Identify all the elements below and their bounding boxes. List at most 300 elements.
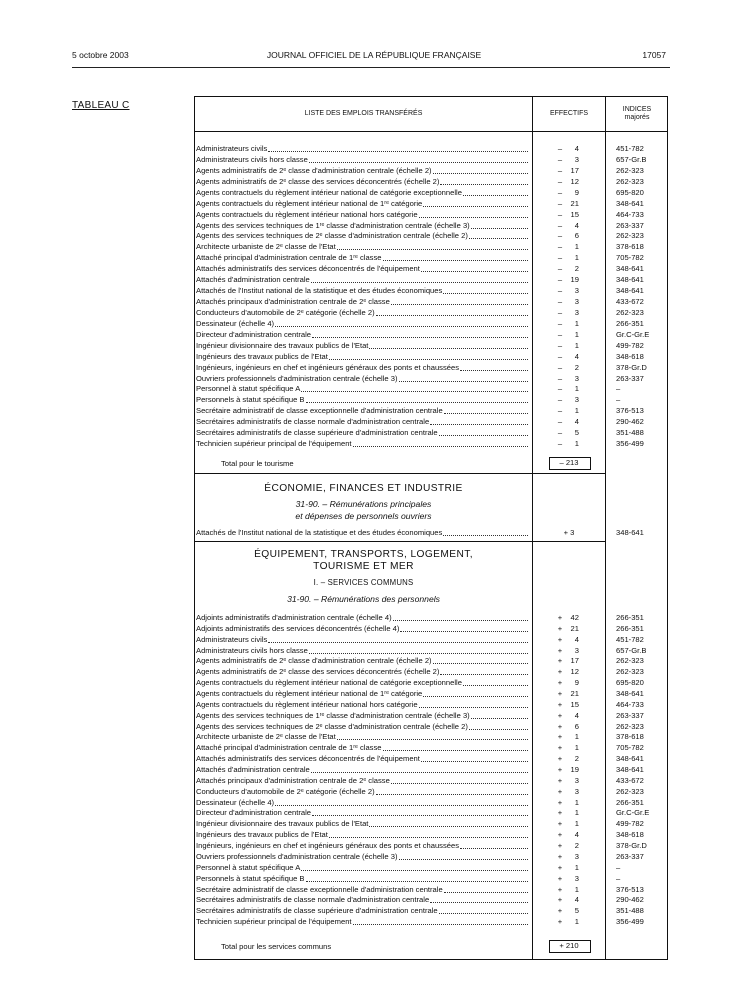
row-effectifs-sign: +	[557, 754, 563, 764]
table-row	[195, 819, 667, 829]
table-row	[195, 439, 667, 449]
table-row	[195, 297, 667, 307]
header-date: 5 octobre 2003	[72, 50, 129, 60]
row-label: Technicien supérieur principal de l'équipement	[196, 439, 352, 449]
row-effectifs-sign: –	[557, 231, 563, 241]
row-effectifs-sign: +	[557, 721, 563, 731]
row-indices: 262-323	[616, 656, 644, 666]
row-indices: 705-782	[616, 253, 644, 263]
table-row	[195, 895, 667, 905]
row-effectifs-count: 19	[570, 765, 579, 775]
table-row	[195, 917, 667, 927]
row-effectifs-count: 4	[574, 417, 579, 427]
chapter-title-text-3: 31-90. – Rémunérations des personnels	[287, 594, 440, 604]
row-effectifs-count: 3	[574, 373, 579, 383]
row-label: Agents contractuels du règlement intérieur national de 1ʳᵉ catégorie	[196, 689, 423, 699]
row-effectifs-count: 2	[574, 754, 579, 764]
section-separator	[195, 473, 605, 474]
row-effectifs-sign: +	[557, 906, 563, 916]
column-header-liste: LISTE DES EMPLOIS TRANSFÉRÉS	[304, 110, 423, 117]
row-effectifs-sign: –	[557, 395, 563, 405]
row-effectifs-sign: +	[557, 873, 563, 883]
row-label: Agents des services techniques de 2ᵉ classe d'administration centrale (échelle 2)	[196, 721, 468, 731]
row-label: Attaché principal d'administration centrale de 1ʳᵉ classe	[196, 253, 382, 263]
section-separator	[195, 541, 605, 542]
row-label: Agents contractuels du règlement intérieur national de catégorie exceptionnelle	[196, 187, 462, 197]
table-row	[195, 384, 667, 394]
chapter-title-line2	[195, 511, 532, 521]
row-effectifs-count: 1	[574, 384, 579, 394]
row-label: Administrateurs civils	[196, 144, 268, 153]
tableau-label: TABLEAU C	[72, 100, 130, 111]
row-indices: 266-351	[616, 623, 644, 633]
row-effectifs-count: 1	[574, 406, 579, 416]
table-row	[195, 830, 667, 840]
row-effectifs-count: 1	[574, 329, 579, 339]
row-indices: 499-782	[616, 340, 644, 350]
row-indices: 695-820	[616, 187, 644, 197]
header-page-number: 17057	[642, 50, 666, 60]
table-row	[195, 667, 667, 677]
row-effectifs-sign: –	[557, 165, 563, 175]
row-label: Directeur d'administration centrale	[196, 329, 311, 339]
row-effectifs-sign: –	[557, 417, 563, 427]
table-row	[195, 144, 667, 154]
row-effectifs-count: 4	[574, 144, 579, 153]
total-tourisme-label: Total pour le tourisme	[221, 459, 294, 468]
row-effectifs-sign: +	[557, 678, 563, 688]
table-row	[195, 798, 667, 808]
row-label: Conducteurs d'automobile de 2ᵉ catégorie (échelle 2)	[196, 786, 375, 796]
row-effectifs-count: 4	[574, 895, 579, 905]
row-indices: 348-618	[616, 830, 644, 840]
row-effectifs-count: 1	[574, 862, 579, 872]
table-row	[195, 374, 667, 384]
row-label: Conducteurs d'automobile de 2ᵉ catégorie (échelle 2)	[196, 307, 375, 317]
total-services-value: + 210	[559, 941, 579, 950]
row-indices: 262-323	[616, 721, 644, 731]
row-effectifs-count: 3	[574, 786, 579, 796]
row-label: Agents administratifs de 2ᵉ classe d'administration centrale (échelle 2)	[196, 656, 432, 666]
table-row	[195, 776, 667, 786]
chapter-title-text-2: et dépenses de personnels ouvriers	[295, 511, 432, 521]
row-effectifs-sign: +	[557, 895, 563, 905]
row-label: Personnels à statut spécifique B	[196, 873, 305, 883]
row-effectifs-sign: +	[557, 710, 563, 720]
row-effectifs-sign: –	[557, 264, 563, 274]
row-effectifs-count: 4	[574, 220, 579, 230]
row-indices: 262-323	[616, 231, 644, 241]
table-row	[195, 743, 667, 753]
row-effectifs-count: 4	[574, 351, 579, 361]
table-row	[195, 264, 667, 274]
row-label: Agents administratifs de 2ᵉ classe des services déconcentrés (échelle 2)	[196, 176, 440, 186]
row-effectifs-count: 5	[574, 428, 579, 438]
row-effectifs-sign: –	[557, 384, 563, 394]
row-label: Attachés principaux d'administration centrale de 2ᵉ classe	[196, 775, 390, 785]
row-effectifs-sign: –	[557, 428, 563, 438]
row-label: Attachés d'administration centrale	[196, 765, 310, 775]
row-effectifs-sign: +	[557, 645, 563, 655]
row-effectifs-sign: +	[557, 775, 563, 785]
table-row	[195, 852, 667, 862]
row-effectifs-sign: –	[557, 209, 563, 219]
row-label: Attachés principaux d'administration centrale de 2ᵉ classe	[196, 297, 390, 307]
table-row	[195, 711, 667, 721]
row-effectifs-count: 6	[574, 231, 579, 241]
table-row	[195, 689, 667, 699]
table-row	[195, 700, 667, 710]
total-services-label: Total pour les services communs	[221, 942, 332, 951]
row-label: Agents des services techniques de 1ʳᵉ classe d'administration centrale (échelle 3)	[196, 710, 470, 720]
row-label: Technicien supérieur principal de l'équipement	[196, 917, 352, 927]
row-label: Attachés administratifs des services déconcentrés de l'équipement	[196, 264, 420, 274]
row-indices: 262-323	[616, 165, 644, 175]
row-indices: 657-Gr.B	[616, 154, 647, 164]
table-row	[195, 646, 667, 656]
row-label: Secrétaire administratif de classe exceptionnelle d'administration centrale	[196, 884, 443, 894]
row-effectifs-count: 3	[574, 851, 579, 861]
row-indices: 356-499	[616, 917, 644, 927]
row-effectifs-count: 3	[574, 775, 579, 785]
row-effectifs-sign: +	[557, 841, 563, 851]
row-effectifs-sign: +	[557, 656, 563, 666]
row-indices: 351-488	[616, 906, 644, 916]
row-indices: 262-323	[616, 667, 644, 677]
table-row	[195, 308, 667, 318]
table-row	[195, 863, 667, 873]
row-label: Adjoints administratifs d'administration centrale (échelle 4)	[196, 613, 392, 622]
row-label: Secrétaire administratif de classe exceptionnelle d'administration centrale	[196, 406, 443, 416]
row-indices: 351-488	[616, 428, 644, 438]
row-effectifs-count: 3	[574, 297, 579, 307]
row-effectifs-sign: –	[557, 220, 563, 230]
row-effectifs-sign: +	[557, 808, 563, 818]
row-effectifs-sign: –	[557, 406, 563, 416]
row-indices: –	[616, 395, 621, 405]
row-effectifs-count: 3	[574, 286, 579, 296]
row-effectifs-count: 3	[574, 154, 579, 164]
chapter-title-remunerations	[195, 594, 532, 604]
row-effectifs: + 3	[563, 528, 575, 537]
row-effectifs-sign: –	[557, 318, 563, 328]
table-row	[195, 417, 667, 427]
row-effectifs-count: 1	[574, 242, 579, 252]
row-effectifs-count: 5	[574, 906, 579, 916]
table-row	[195, 177, 667, 187]
transfer-table	[194, 96, 668, 960]
ministry-title-line1: ÉQUIPEMENT, TRANSPORTS, LOGEMENT,	[254, 549, 473, 560]
row-effectifs-sign: +	[557, 786, 563, 796]
row-label: Agents administratifs de 2ᵉ classe des services déconcentrés (échelle 2)	[196, 667, 440, 677]
row-label: Ouvriers professionnels d'administration centrale (échelle 3)	[196, 373, 398, 383]
row-effectifs-count: 21	[570, 198, 579, 208]
row-effectifs-sign: +	[557, 830, 563, 840]
table-row	[195, 210, 667, 220]
row-effectifs-count: 1	[574, 797, 579, 807]
row-indices: –	[616, 873, 621, 883]
row-indices: 266-351	[616, 318, 644, 328]
row-label: Architecte urbaniste de 2ᵉ classe de l'Etat	[196, 732, 336, 742]
row-effectifs-count: 1	[574, 917, 579, 927]
row-effectifs-sign: –	[557, 154, 563, 164]
table-row	[195, 231, 667, 241]
row-indices: Gr.C-Gr.E	[616, 329, 650, 339]
table-row	[195, 765, 667, 775]
row-indices: 348-641	[616, 754, 644, 764]
row-indices: –	[616, 384, 621, 394]
row-indices: 348-641	[616, 689, 644, 699]
row-effectifs-count: 42	[570, 613, 579, 622]
row-indices: 348-641	[616, 286, 644, 296]
row-effectifs-sign: –	[557, 187, 563, 197]
row-label: Agents contractuels du règlement intérieur national de 1ʳᵉ catégorie	[196, 198, 423, 208]
row-indices: –	[616, 862, 621, 872]
ministry-title-line2: TOURISME ET MER	[313, 561, 414, 572]
table-row	[195, 155, 667, 165]
table-row	[195, 678, 667, 688]
row-indices: 348-641	[616, 275, 644, 285]
row-label: Ingénieur divisionnaire des travaux publics de l'Etat	[196, 340, 369, 350]
row-effectifs-count: 1	[574, 819, 579, 829]
row-effectifs-sign: +	[557, 884, 563, 894]
row-indices: 695-820	[616, 678, 644, 688]
row-effectifs-sign: –	[557, 275, 563, 285]
table-row	[195, 787, 667, 797]
row-effectifs-sign: +	[557, 743, 563, 753]
table-row	[195, 906, 667, 916]
row-label: Personnel à statut spécifique A	[196, 862, 301, 872]
table-row	[195, 330, 667, 340]
row-effectifs-count: 2	[574, 264, 579, 274]
row-label: Ingénieur divisionnaire des travaux publics de l'Etat	[196, 819, 369, 829]
table-row	[195, 635, 667, 645]
row-effectifs-count: 1	[574, 743, 579, 753]
row-effectifs-sign: –	[557, 253, 563, 263]
row-indices: 262-323	[616, 786, 644, 796]
row-indices: 266-351	[616, 797, 644, 807]
row-effectifs-sign: +	[557, 667, 563, 677]
row-label: Secrétaires administratifs de classe normale d'administration centrale	[196, 417, 430, 427]
row-indices: 451-782	[616, 634, 644, 644]
header-rule	[72, 67, 670, 68]
row-effectifs-sign: –	[557, 144, 563, 153]
row-label: Agents administratifs de 2ᵉ classe d'administration centrale (échelle 2)	[196, 165, 432, 175]
table-row	[195, 656, 667, 666]
row-effectifs-sign: +	[557, 689, 563, 699]
row-indices: 290-462	[616, 895, 644, 905]
table-row	[195, 221, 667, 231]
row-label: Attachés de l'Institut national de la statistique et des études économiques	[196, 286, 443, 296]
row-effectifs-count: 6	[574, 721, 579, 731]
row-effectifs-sign: +	[557, 819, 563, 829]
row-label: Architecte urbaniste de 2ᵉ classe de l'Etat	[196, 242, 336, 252]
row-effectifs-sign: +	[557, 851, 563, 861]
row-label: Personnels à statut spécifique B	[196, 395, 305, 405]
row-effectifs-count: 17	[570, 656, 579, 666]
row-indices: 348-641	[616, 198, 644, 208]
table-row	[195, 286, 667, 296]
row-indices: 356-499	[616, 439, 644, 449]
row-indices: 263-337	[616, 851, 644, 861]
row-label: Secrétaires administratifs de classe supérieure d'administration centrale	[196, 428, 438, 438]
row-indices: 376-513	[616, 884, 644, 894]
row-indices: 263-337	[616, 710, 644, 720]
table-row	[195, 874, 667, 884]
row-label: Ouvriers professionnels d'administration centrale (échelle 3)	[196, 851, 398, 861]
row-effectifs-count: 1	[574, 732, 579, 742]
row-label: Ingénieurs, ingénieurs en chef et ingénieurs généraux des ponts et chaussées	[196, 841, 460, 851]
table-row	[195, 242, 667, 252]
header-journal-title: JOURNAL OFFICIEL DE LA RÉPUBLIQUE FRANÇAISE	[266, 50, 482, 60]
row-effectifs-sign: +	[557, 613, 563, 622]
row-label: Adjoints administratifs des services déconcentrés (échelle 4)	[196, 623, 400, 633]
table-row	[195, 395, 667, 405]
row-label: Administrateurs civils	[196, 634, 268, 644]
row-effectifs-count: 1	[574, 340, 579, 350]
ministry-title-economie: ÉCONOMIE, FINANCES ET INDUSTRIE	[264, 483, 463, 494]
row-effectifs-sign: –	[557, 286, 563, 296]
row-indices: 433-672	[616, 775, 644, 785]
row-effectifs-count: 2	[574, 362, 579, 372]
chapter-title-text-1: 31-90. – Rémunérations principales	[295, 499, 432, 509]
row-label: Agents contractuels du règlement intérieur national de catégorie exceptionnelle	[196, 678, 462, 688]
row-effectifs-sign: +	[557, 862, 563, 872]
row-effectifs-sign: –	[557, 198, 563, 208]
row-label: Dessinateur (échelle 4)	[196, 797, 275, 807]
row-effectifs-count: 1	[574, 318, 579, 328]
row-indices: 705-782	[616, 743, 644, 753]
table-row	[195, 341, 667, 351]
table-header-row	[195, 97, 667, 132]
row-indices: 378-618	[616, 732, 644, 742]
row-label: Attaché principal d'administration centrale de 1ʳᵉ classe	[196, 743, 382, 753]
row-label: Agents des services techniques de 1ʳᵉ classe d'administration centrale (échelle 3)	[196, 220, 470, 230]
row-effectifs-count: 9	[574, 678, 579, 688]
row-effectifs-count: 21	[570, 623, 579, 633]
row-effectifs-sign: +	[557, 797, 563, 807]
table-row	[195, 166, 667, 176]
row-indices: 378-618	[616, 242, 644, 252]
table-row	[195, 613, 667, 623]
row-indices: Gr.C-Gr.E	[616, 808, 650, 818]
row-indices: 464-733	[616, 209, 644, 219]
row-effectifs-count: 1	[574, 439, 579, 449]
column-header-indices	[606, 97, 668, 131]
column-header-effectifs: EFFECTIFS	[549, 110, 589, 117]
chapter-title-line1	[195, 499, 532, 509]
row-indices: 376-513	[616, 406, 644, 416]
row-effectifs-sign: –	[557, 297, 563, 307]
row-effectifs-sign: +	[557, 765, 563, 775]
row-effectifs-sign: +	[557, 634, 563, 644]
table-row	[195, 624, 667, 634]
row-effectifs-sign: –	[557, 362, 563, 372]
row-label: Agents des services techniques de 2ᵉ classe d'administration centrale (échelle 2)	[196, 231, 468, 241]
row-label: Attachés administratifs des services déconcentrés de l'équipement	[196, 754, 420, 764]
row-effectifs-count: 3	[574, 307, 579, 317]
row-effectifs-count: 4	[574, 710, 579, 720]
table-row	[195, 722, 667, 732]
total-tourisme-value: – 213	[559, 458, 579, 467]
row-effectifs-count: 15	[570, 209, 579, 219]
row-effectifs-count: 17	[570, 165, 579, 175]
table-row	[195, 406, 667, 416]
row-indices: 348-618	[616, 351, 644, 361]
row-effectifs-count: 4	[574, 830, 579, 840]
row-effectifs-count: 12	[570, 176, 579, 186]
row-effectifs-count: 1	[574, 808, 579, 818]
row-effectifs-count: 3	[574, 395, 579, 405]
table-row	[195, 275, 667, 285]
table-row	[195, 253, 667, 263]
row-label: Personnel à statut spécifique A	[196, 384, 301, 394]
table-row	[195, 188, 667, 198]
row-indices: 262-323	[616, 307, 644, 317]
row-effectifs-sign: –	[557, 373, 563, 383]
table-row	[195, 732, 667, 742]
row-effectifs-sign: –	[557, 307, 563, 317]
row-label: Administrateurs civils hors classe	[196, 154, 308, 164]
table-row	[195, 808, 667, 818]
row-label: Ingénieurs, ingénieurs en chef et ingénieurs généraux des ponts et chaussées	[196, 362, 460, 372]
row-label: Attachés d'administration centrale	[196, 275, 310, 285]
row-indices: 378-Gr.D	[616, 362, 647, 372]
row-indices: 263-337	[616, 373, 644, 383]
column-header-indices-line1: INDICES	[622, 106, 652, 113]
row-effectifs-sign: –	[557, 351, 563, 361]
row-effectifs-count: 1	[574, 253, 579, 263]
row-label: Ingénieurs des travaux publics de l'Etat	[196, 830, 328, 840]
row-indices: 348-641	[616, 528, 644, 537]
row-label: Directeur d'administration centrale	[196, 808, 311, 818]
row-label: Ingénieurs des travaux publics de l'Etat	[196, 351, 328, 361]
table-row	[195, 528, 667, 538]
row-indices: 451-782	[616, 144, 644, 153]
table-row	[195, 428, 667, 438]
row-label: Agents contractuels du règlement intérieur national hors catégorie	[196, 699, 418, 709]
row-indices: 378-Gr.D	[616, 841, 647, 851]
row-label: Dessinateur (échelle 4)	[196, 318, 275, 328]
row-effectifs-count: 1	[574, 884, 579, 894]
table-row	[195, 319, 667, 329]
row-effectifs-sign: –	[557, 242, 563, 252]
row-effectifs-sign: +	[557, 732, 563, 742]
row-effectifs-count: 3	[574, 873, 579, 883]
row-effectifs-count: 19	[570, 275, 579, 285]
row-indices: 263-337	[616, 220, 644, 230]
row-effectifs-sign: +	[557, 917, 563, 927]
row-indices: 262-323	[616, 176, 644, 186]
row-label: Secrétaires administratifs de classe normale d'administration centrale	[196, 895, 430, 905]
row-effectifs-count: 9	[574, 187, 579, 197]
row-effectifs-count: 15	[570, 699, 579, 709]
row-label: Administrateurs civils hors classe	[196, 645, 308, 655]
row-indices: 499-782	[616, 819, 644, 829]
row-effectifs-count: 21	[570, 689, 579, 699]
row-effectifs-count: 4	[574, 634, 579, 644]
table-row	[195, 841, 667, 851]
row-indices: 657-Gr.B	[616, 645, 647, 655]
row-label: Agents contractuels du règlement intérieur national hors catégorie	[196, 209, 418, 219]
row-indices: 433-672	[616, 297, 644, 307]
row-effectifs-count: 3	[574, 645, 579, 655]
table-row	[195, 754, 667, 764]
row-indices: 348-641	[616, 765, 644, 775]
row-indices: 348-641	[616, 264, 644, 274]
row-indices: 266-351	[616, 613, 644, 622]
table-row	[195, 363, 667, 373]
